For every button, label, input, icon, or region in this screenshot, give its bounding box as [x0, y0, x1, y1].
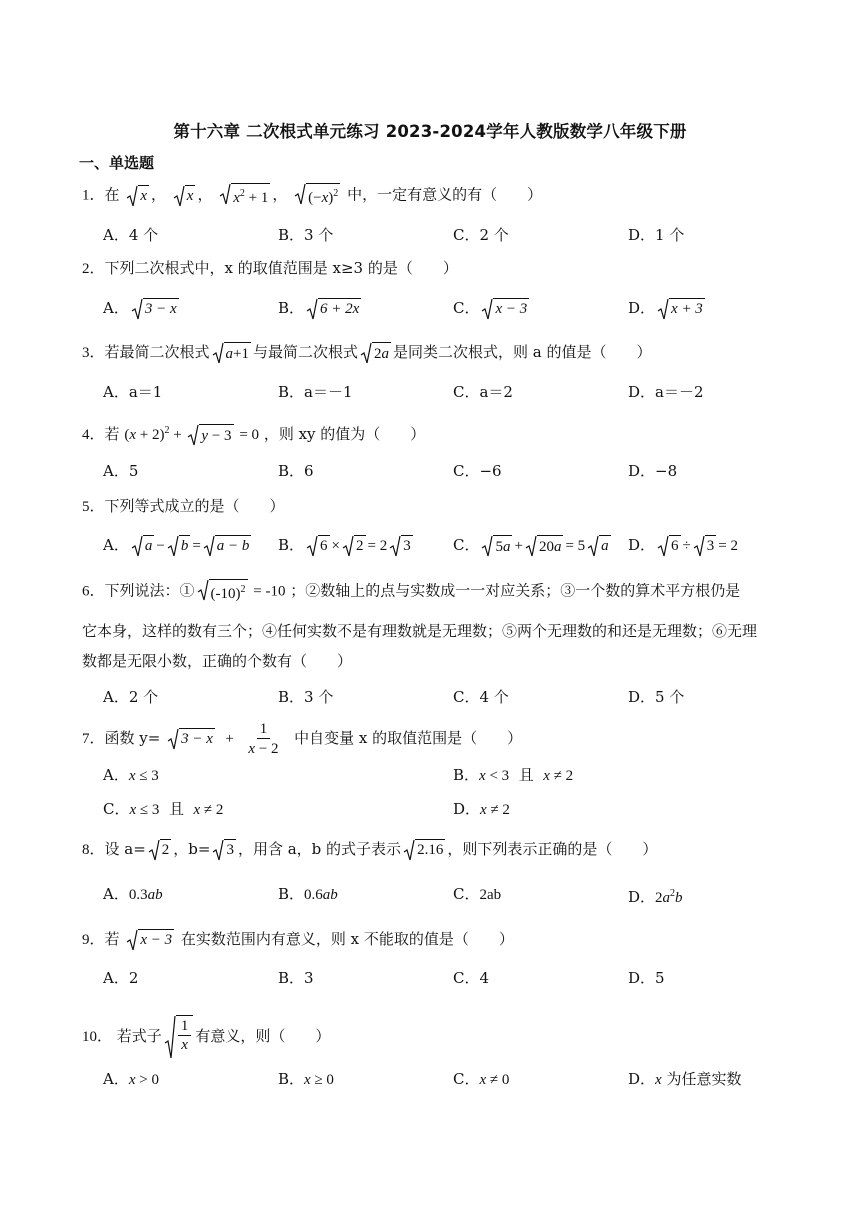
- section-heading: 一、单选题: [79, 154, 155, 172]
- question-6: 6．下列说法：① $(-10)^2$ = -10 ；②数轴上的点与实数成一一对应关系；③一个数的算术平方根仍是: [82, 579, 808, 604]
- q7-option-c[interactable]: C．x ≤ 3 且 x ≠ 2: [103, 800, 224, 818]
- q5-option-b[interactable]: B． 6 × 2 = 2 3: [278, 534, 415, 557]
- q4-option-d[interactable]: D．−8: [628, 462, 678, 480]
- q5-option-a[interactable]: A． a − b = a − b: [103, 534, 253, 557]
- question-2: 2．下列二次根式中，x 的取值范围是 x≥3 的是（ ）: [82, 259, 458, 277]
- q4-option-a[interactable]: A．5: [103, 462, 139, 480]
- q8-option-a[interactable]: A．0.3ab: [103, 885, 163, 903]
- q3-option-c[interactable]: C．a＝2: [453, 383, 513, 401]
- q4-option-b[interactable]: B．6: [278, 462, 314, 480]
- question-1: 1．在 x ， x ， $x^2 + 1$ ， $(-x)^2$ 中，一定有意义的有（ ）: [82, 183, 542, 208]
- q5-option-c[interactable]: C． 5a + 20a = 5 a: [453, 536, 609, 555]
- q2-option-b[interactable]: B． 6 + 2x: [278, 297, 363, 320]
- question-text: 在: [104, 185, 120, 204]
- q6-option-a[interactable]: A．2 个: [103, 688, 159, 706]
- q10-option-c[interactable]: C．x ≠ 0: [453, 1070, 510, 1088]
- question-3: 3．若最简二次根式 a+1 与最简二次根式 2a 是同类二次根式，则 a 的值是（ ）: [82, 343, 652, 362]
- q5-option-d[interactable]: D． 6 ÷ 3 = 2: [628, 534, 738, 557]
- q7-option-a[interactable]: A．x ≤ 3: [103, 766, 159, 784]
- q7-option-d[interactable]: D．x ≠ 2: [453, 800, 510, 818]
- question-4: 4．若 $(x + 2)^2$ + y − 3 = 0 ，则 xy 的值为（ ）: [82, 425, 426, 444]
- question-10: 10． 若式子 $\frac{1}{x}$ 有意义，则（ ）: [82, 1015, 330, 1059]
- q1-option-b[interactable]: B．3 个: [278, 226, 334, 244]
- q6-option-c[interactable]: C．4 个: [453, 688, 509, 706]
- q6-option-b[interactable]: B．3 个: [278, 688, 334, 706]
- q10-option-a[interactable]: A．x > 0: [103, 1070, 159, 1088]
- q1-option-c[interactable]: C．2 个: [453, 226, 509, 244]
- q8-option-b[interactable]: B．0.6ab: [278, 885, 338, 903]
- question-6-line-2: 它本身，这样的数有三个；④任何实数不是有理数就是无理数；⑤两个无理数的和还是无理数；⑥无理: [82, 622, 758, 640]
- question-text: 中，一定有意义的有（ ）: [347, 185, 543, 204]
- q7-option-b[interactable]: B．x < 3 且 x ≠ 2: [453, 766, 574, 784]
- q9-option-c[interactable]: C．4: [453, 969, 490, 987]
- q1-option-a[interactable]: A．4 个: [103, 226, 159, 244]
- question-text: 下列二次根式中，x 的取值范围是 x≥3 的是（ ）: [104, 259, 458, 277]
- q4-option-c[interactable]: C．−6: [453, 462, 502, 480]
- question-number: 1．: [82, 187, 105, 204]
- q9-option-a[interactable]: A．2: [103, 969, 139, 987]
- q8-option-c[interactable]: C．2ab: [453, 885, 502, 903]
- q1-option-d[interactable]: D．1 个: [628, 226, 685, 244]
- q2-option-c[interactable]: C． x − 3: [453, 297, 531, 320]
- q3-option-a[interactable]: A．a＝1: [103, 383, 163, 401]
- question-7: 7．函数 y= 3 − x + $\frac{1}{x - 2}$ 中自变量 x 的取值范围是（ ）: [82, 721, 523, 757]
- question-6-line-3: 数都是无限小数，正确的个数有（ ）: [82, 652, 353, 670]
- q3-option-d[interactable]: D．a＝－2: [628, 383, 704, 401]
- q9-option-b[interactable]: B．3: [278, 969, 314, 987]
- q10-option-b[interactable]: B．x ≥ 0: [278, 1070, 334, 1088]
- q8-option-d[interactable]: D．$2a^2b$: [628, 888, 683, 906]
- document-title: 第十六章 二次根式单元练习 2023-2024学年人教版数学八年级下册: [173, 122, 687, 141]
- q10-option-d[interactable]: D．x 为任意实数: [628, 1070, 742, 1088]
- q6-option-d[interactable]: D．5 个: [628, 688, 685, 706]
- question-5: 5．下列等式成立的是（ ）: [82, 497, 285, 515]
- question-8: 8．设 a= 2 ，b= 3 ，用含 a，b 的式子表示 2.16 ，则下列表示正确的是（ ）: [82, 838, 657, 861]
- question-9: 9．若 x − 3 在实数范围内有意义，则 x 不能取的值是（ ）: [82, 928, 514, 951]
- q2-option-a[interactable]: A． 3 − x: [103, 297, 181, 320]
- q3-option-b[interactable]: B．a＝－1: [278, 383, 353, 401]
- q9-option-d[interactable]: D．5: [628, 969, 665, 987]
- q2-option-d[interactable]: D． x + 3: [628, 297, 707, 320]
